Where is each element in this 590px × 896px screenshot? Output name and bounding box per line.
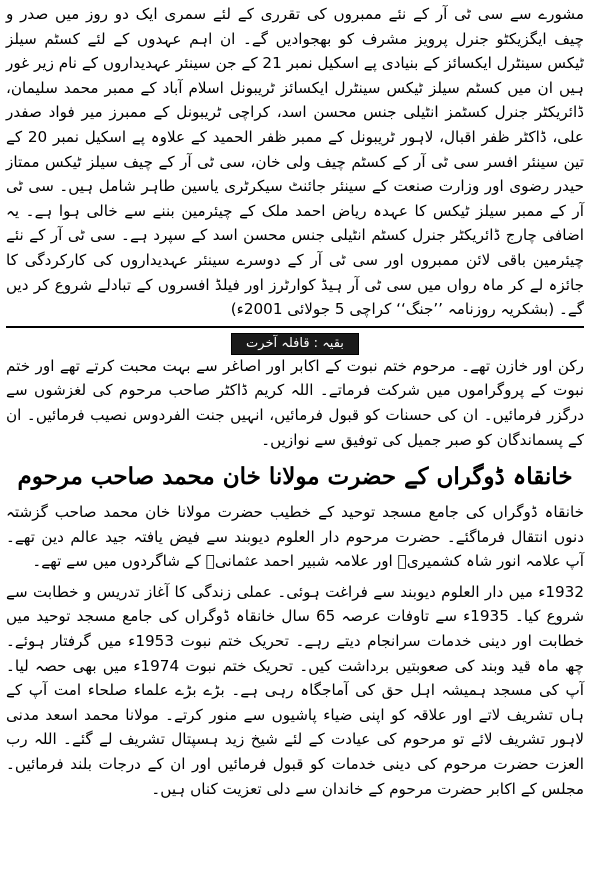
- section-divider: [6, 326, 584, 328]
- continuation-paragraph: رکن اور خازن تھے۔ مرحوم ختم نبوت کے اکابر اور اصاغر سے بہت محبت کرتے تھے اور ختم نبوت کے پروگراموں میں شرکت فرماتے۔ اللہ کریم ڈاکٹر صاحب مرحوم کی لغزشوں سے درگزر فرمائیں۔ ان کی حسنات کو قبول فرمائیں، انہیں جنت الفردوس نصیب فرمائیں۔ ان کے پسماندگان کو صبر جمیل کی توفیق سے نوازیں۔: [6, 356, 584, 449]
- article-top-paragraph: مشورے سے سی ٹی آر کے نئے ممبروں کی تقرری کے لئے سمری ایک دو روز میں صدر و چیف ایگزیکٹو جنرل پرویز مشرف کو بھجوادیں گے۔ ان اہم عہدوں کے لئے کسٹم سیلز ٹیکس سینٹرل ایکسائز کے بنیادی پے اسکیل نمبر 21 کے جن سینئر عہدیداروں کے نام زیر غور ہیں ان میں کسٹم سیلز ٹیکس سینٹرل ایکسائز ٹریبونل اسلام آباد کے ممبر محمد سلیمان، ڈائریکٹر جنرل کسٹمز انٹیلی جنس محسن اسد، کراچی ٹریبونل کے ممبرز میر فواد صفدر علی، ڈاکٹر ظفر اقبال، لاہور ٹریبونل کے ممبر ظفر الحمید کے علاوہ پے اسکیل نمبر 20 کے تین سینئر افسر سی ٹی آر کے کسٹم چیف ولی خان، سی ٹی آر کے چیف سیلز ٹیکس ممتاز حیدر رضوی اور وزارت صنعت کے سینئر جائنٹ سیکرٹری یاسین طاہر شامل ہیں۔ سی ٹی آر کے ممبر سیلز ٹیکس کا عہدہ ریاض احمد ملک کے چیئرمین بننے سے خالی ہوا ہے۔ یہ اضافی چارج ڈائریکٹر جنرل کسٹم انٹیلی جنس محسن اسد کے سپرد ہے۔ سی ٹی آر کے نئے چیئرمین باقی لائن ممبروں اور سی ٹی آر کے دوسرے سینئر عہدیداروں کی کارکردگی کا جائزہ لے کر ماہ رواں میں سی ٹی آر ہیڈ کوارٹرز اور فیلڈ افسروں کے تبادلے شروع کر دیں گے۔ (بشکریہ روزنامہ ’’جنگ‘‘ کراچی 5 جولائی 2001ء): [6, 5, 584, 319]
- continuation-label: بقیہ : قافلہ آخرت: [231, 333, 359, 355]
- article-paragraph-1: خانقاہ ڈوگراں کی جامع مسجد توحید کے خطیب حضرت مولانا خان محمد صاحب گزشتہ دنوں انتقال فرماگئے۔ حضرت مرحوم دار العلوم دیوبند سے فیض یافتہ جید عالم دین تھے۔ آپ علامہ انور شاہ کشمیریؒ اور علامہ شبیر احمد عثمانیؒ کے شاگردوں میں سے تھے۔: [6, 503, 584, 571]
- article-headline: خانقاہ ڈوگراں کے حضرت مولانا خان محمد صاحب مرحوم: [17, 463, 573, 491]
- continuation-label-wrap: [6, 332, 584, 354]
- article-paragraph-2: 1932ء میں دار العلوم دیوبند سے فراغت ہوئی۔ عملی زندگی کا آغاز تدریس و خطابت سے شروع کیا۔ 1935ء سے تاوفات عرصہ 65 سال خانقاہ ڈوگراں کی جامع مسجد توحید میں خطابت اور دینی خدمات سرانجام دیتے رہے۔ تحریک ختم نبوت 1953ء میں گرفتار ہوئے۔ چھ ماہ قید وبند کی صعوبتیں برداشت کیں۔ تحریک ختم نبوت 1974ء میں بھی حصہ لیا۔ آپ کی مسجد ہمیشہ اہل حق کی آماجگاہ رہی ہے۔ بڑے بڑے علماء صلحاء امت آپ کے ہاں تشریف لاتے اور علاقہ کو اپنی ضیاء پاشیوں سے منور کرتے۔ مولانا محمد اسعد مدنی لاہور تشریف لائے تو مرحوم کی عیادت کے لئے شیخ زید ہسپتال تشریف لے گئے۔ اللہ رب العزت حضرت مرحوم کی دینی خدمات کو قبول فرمائیں اور ان کے درجات بلند فرمائیں۔ مجلس کے اکابر حضرت مرحوم کے خاندان سے دلی تعزیت کناں ہیں۔: [6, 582, 585, 798]
